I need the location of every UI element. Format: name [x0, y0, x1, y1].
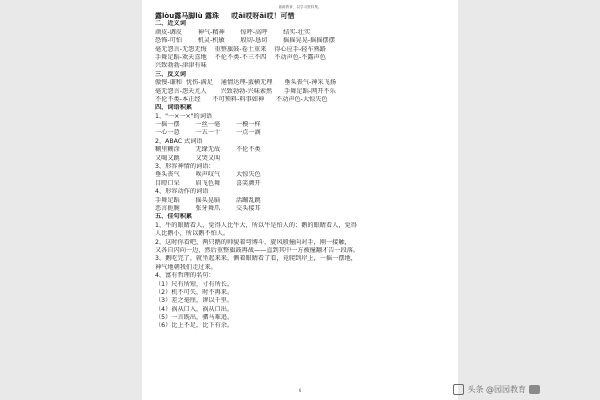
doc-line: 4、富有哲理的名句：: [155, 272, 215, 280]
page-number: 6: [298, 387, 302, 393]
doc-line: 二、近义词: [155, 20, 186, 28]
doc-line: 目瞪口呆 眉飞色舞 喜笑颜开: [155, 179, 261, 187]
account-avatar-icon: [529, 385, 540, 394]
doc-line: 2、这时你看吧，两只鹅的帅貌着弯博斗，旋风般撞向对手，刚一接触，: [155, 238, 351, 246]
doc-line: （2）机不可失，时不再来。: [155, 288, 234, 296]
doc-line: 又喝又跳 又哭又叫: [155, 154, 221, 162]
doc-line: 垂头丧气 唉声叹气 大惊失色: [155, 171, 261, 179]
doc-line: 恶言扼腕 张牙舞爪 交头接耳: [155, 204, 261, 212]
doc-title-line: 露lòu露马脚lù 露珠 哎āi哎呀āi哎！可惜: [155, 12, 295, 20]
toutiao-logo-icon: [453, 384, 464, 395]
doc-line: 2、ABAC 式词语: [155, 137, 203, 145]
document-page: [142, 0, 458, 400]
doc-line: 傲慢-谦和 忧伤-满足 通情达理-蛮横无理 垂头丧气-神采飞扬: [155, 79, 337, 87]
doc-line: 毫无怨言-无怨无悔 重整旗鼓-卷土重来 得心应手-轻车熟路: [155, 45, 326, 53]
doc-line: 五、佳句积累: [155, 213, 193, 221]
doc-line: （6）比上不足，比下有余。: [155, 322, 234, 330]
doc-line: （4）祸从口入，祸从口出。: [155, 305, 234, 313]
doc-line: 恐怖-可怕 机灵-机敏 殷切-恳切 摇摇晃晃-摇摇摆摆: [155, 37, 335, 45]
doc-line: 手舞足蹈 摇头晃脑 活蹦乱跳: [155, 196, 261, 204]
doc-line: 三、反义词: [155, 70, 186, 78]
document-body: [155, 12, 450, 331]
doc-line: 神气地朝我们走过来。: [155, 263, 217, 271]
doc-line: 人比鹅小，所以鹅不怕人。: [155, 230, 230, 238]
doc-line: 又各自闪向一边，然后重整旗鼓再战——直到其中一方被撞翻才告一段落。: [155, 246, 360, 254]
watermark-text: 头条 @园园教育: [467, 385, 526, 394]
doc-line: 手舞足蹈-欢天喜地 不伦不类-不三不四 不动声色-不露声色: [155, 53, 326, 61]
doc-line: （1）尺有所短，寸有所长。: [155, 280, 234, 288]
doc-line: 糊里糊涂 无缘无故 不伦不类: [155, 146, 261, 154]
doc-line: 3、形容神情的词语：: [155, 163, 215, 171]
doc-line: 毫无怨言-怨天尤人 兴致勃勃-兴味索然 手舞足蹈-网开不乐: [155, 87, 336, 95]
doc-line: 兴致勃勃-津津有味: [155, 62, 207, 70]
doc-line: 3、鹅吃完了，就坐起来来，侧着眼睛看了看，竟爬到岸上，一摇一摆地，: [155, 255, 357, 263]
watermark: [453, 384, 540, 395]
doc-line: 一摇一摆 一丝一毫 一模一样: [155, 121, 261, 129]
doc-line: （3）差之毫厘，谬以千里。: [155, 297, 234, 305]
doc-line: 一心一意 一五一十 一点一滴: [155, 129, 261, 137]
doc-line: 1、牛的眼睛看人，觉得人比牛大，所以牛是怕人的；鹅的眼睛看人，觉得: [155, 221, 357, 229]
doc-line: 4、形容动作的词语: [155, 188, 209, 196]
doc-line: 四、词语积累: [155, 104, 193, 112]
doc-line: 顽皮-调皮 神气-精神 惊呼-高呼 结实-壮实: [155, 28, 311, 36]
doc-line: （5）一言既出，驷马难追。: [155, 314, 234, 322]
doc-line: 不伦不类-本正经 不可预料-料事如神 不动声色-大惊失色: [155, 95, 328, 103]
doc-line: 1、"一×一×"的词语: [155, 112, 213, 120]
page-header: 最新教育，以学习资料集。: [278, 5, 322, 9]
